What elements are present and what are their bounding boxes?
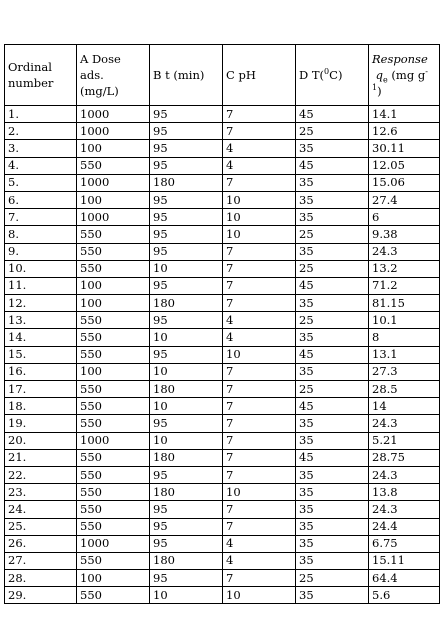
cell-time: 180: [150, 484, 223, 501]
cell-ordinal: 24.: [5, 501, 77, 518]
cell-dose: 100: [77, 191, 150, 208]
cell-time: 10: [150, 587, 223, 604]
cell-dose: 100: [77, 363, 150, 380]
cell-ordinal: 14.: [5, 329, 77, 346]
cell-ph: 7: [223, 466, 296, 483]
cell-time: 95: [150, 312, 223, 329]
cell-time: 95: [150, 106, 223, 123]
header-time: B t (min): [150, 45, 223, 106]
cell-dose: 100: [77, 570, 150, 587]
header-response-q-sub: e: [383, 75, 388, 85]
cell-dose: 550: [77, 226, 150, 243]
table-row: [5, 174, 440, 191]
cell-response: 27.4: [369, 191, 440, 208]
experimental-design-table-container: [4, 44, 439, 604]
cell-response: 13.8: [369, 484, 440, 501]
cell-response: 5.21: [369, 432, 440, 449]
cell-ph: 7: [223, 432, 296, 449]
cell-dose: 550: [77, 449, 150, 466]
cell-time: 95: [150, 466, 223, 483]
cell-ph: 7: [223, 106, 296, 123]
cell-response: 14.1: [369, 106, 440, 123]
cell-temperature: 45: [296, 398, 369, 415]
cell-ph: 7: [223, 174, 296, 191]
cell-ph: 7: [223, 243, 296, 260]
table-row: [5, 501, 440, 518]
cell-dose: 550: [77, 260, 150, 277]
cell-response: 13.1: [369, 346, 440, 363]
table-row: [5, 381, 440, 398]
cell-ph: 10: [223, 484, 296, 501]
table-row: [5, 570, 440, 587]
cell-ph: 7: [223, 518, 296, 535]
cell-temperature: 25: [296, 260, 369, 277]
cell-time: 95: [150, 123, 223, 140]
cell-response: 6.75: [369, 535, 440, 552]
cell-ph: 10: [223, 346, 296, 363]
table-row: [5, 449, 440, 466]
cell-temperature: 25: [296, 123, 369, 140]
table-row: [5, 157, 440, 174]
cell-temperature: 45: [296, 277, 369, 294]
cell-dose: 1000: [77, 432, 150, 449]
cell-ordinal: 15.: [5, 346, 77, 363]
cell-time: 180: [150, 552, 223, 569]
cell-temperature: 25: [296, 226, 369, 243]
table-row: [5, 398, 440, 415]
cell-response: 9.38: [369, 226, 440, 243]
cell-time: 95: [150, 415, 223, 432]
cell-ordinal: 18.: [5, 398, 77, 415]
cell-ph: 7: [223, 501, 296, 518]
table-row: [5, 535, 440, 552]
table-row: [5, 243, 440, 260]
table-row: [5, 415, 440, 432]
cell-temperature: 35: [296, 501, 369, 518]
cell-dose: 550: [77, 329, 150, 346]
header-response: [369, 45, 440, 106]
header-temperature-suffix: C): [329, 68, 343, 82]
cell-response: 27.3: [369, 363, 440, 380]
cell-time: 95: [150, 518, 223, 535]
cell-temperature: 45: [296, 106, 369, 123]
table-row: [5, 329, 440, 346]
cell-ordinal: 7.: [5, 209, 77, 226]
cell-ph: 7: [223, 123, 296, 140]
header-temperature-prefix: D T(: [299, 68, 325, 82]
cell-temperature: 35: [296, 140, 369, 157]
cell-time: 95: [150, 209, 223, 226]
cell-ph: 4: [223, 535, 296, 552]
cell-time: 180: [150, 295, 223, 312]
cell-ordinal: 28.: [5, 570, 77, 587]
cell-ordinal: 2.: [5, 123, 77, 140]
cell-time: 95: [150, 277, 223, 294]
cell-time: 95: [150, 243, 223, 260]
experimental-design-table: [4, 44, 440, 604]
cell-ordinal: 4.: [5, 157, 77, 174]
cell-dose: 1000: [77, 123, 150, 140]
table-row: [5, 363, 440, 380]
cell-time: 10: [150, 260, 223, 277]
cell-ordinal: 13.: [5, 312, 77, 329]
header-response-q: q: [375, 68, 384, 82]
cell-dose: 550: [77, 157, 150, 174]
cell-temperature: 35: [296, 518, 369, 535]
cell-temperature: 35: [296, 191, 369, 208]
cell-response: 15.11: [369, 552, 440, 569]
header-response-label: Response: [372, 52, 428, 66]
cell-ordinal: 22.: [5, 466, 77, 483]
cell-response: 24.3: [369, 501, 440, 518]
cell-dose: 550: [77, 381, 150, 398]
cell-ph: 4: [223, 140, 296, 157]
cell-ph: 4: [223, 157, 296, 174]
table-row: [5, 140, 440, 157]
table-row: [5, 295, 440, 312]
cell-ph: 4: [223, 329, 296, 346]
cell-dose: 100: [77, 295, 150, 312]
cell-time: 95: [150, 140, 223, 157]
cell-ph: 4: [223, 552, 296, 569]
cell-temperature: 35: [296, 329, 369, 346]
header-response-unit-sup: -1: [372, 67, 428, 93]
cell-ordinal: 17.: [5, 381, 77, 398]
header-dose: A Dose ads. (mg/L): [77, 45, 150, 106]
cell-dose: 550: [77, 466, 150, 483]
cell-temperature: 25: [296, 570, 369, 587]
cell-ph: 7: [223, 570, 296, 587]
cell-temperature: 45: [296, 346, 369, 363]
cell-temperature: 25: [296, 381, 369, 398]
cell-ordinal: 6.: [5, 191, 77, 208]
header-row: [5, 45, 440, 106]
cell-response: 24.4: [369, 518, 440, 535]
cell-time: 10: [150, 363, 223, 380]
cell-ph: 7: [223, 277, 296, 294]
cell-ph: 10: [223, 587, 296, 604]
cell-time: 95: [150, 535, 223, 552]
cell-time: 95: [150, 501, 223, 518]
cell-response: 64.4: [369, 570, 440, 587]
table-row: [5, 260, 440, 277]
cell-response: 8: [369, 329, 440, 346]
cell-response: 10.1: [369, 312, 440, 329]
cell-response: 5.6: [369, 587, 440, 604]
cell-temperature: 35: [296, 552, 369, 569]
header-ordinal-number: Ordinal number: [5, 45, 77, 106]
cell-response: 71.2: [369, 277, 440, 294]
table-row: [5, 484, 440, 501]
cell-dose: 1000: [77, 209, 150, 226]
cell-dose: 550: [77, 587, 150, 604]
cell-ordinal: 12.: [5, 295, 77, 312]
cell-time: 10: [150, 398, 223, 415]
cell-ordinal: 16.: [5, 363, 77, 380]
cell-response: 6: [369, 209, 440, 226]
table-row: [5, 191, 440, 208]
cell-dose: 100: [77, 277, 150, 294]
cell-response: 12.05: [369, 157, 440, 174]
cell-ordinal: 20.: [5, 432, 77, 449]
table-row: [5, 346, 440, 363]
cell-ordinal: 1.: [5, 106, 77, 123]
cell-temperature: 45: [296, 157, 369, 174]
cell-ph: 7: [223, 295, 296, 312]
cell-temperature: 35: [296, 484, 369, 501]
cell-ph: 10: [223, 209, 296, 226]
cell-response: 12.6: [369, 123, 440, 140]
cell-ordinal: 10.: [5, 260, 77, 277]
table-row: [5, 552, 440, 569]
cell-dose: 1000: [77, 535, 150, 552]
cell-ordinal: 5.: [5, 174, 77, 191]
cell-temperature: 35: [296, 587, 369, 604]
header-ph: C pH: [223, 45, 296, 106]
cell-response: 30.11: [369, 140, 440, 157]
cell-time: 95: [150, 346, 223, 363]
cell-ordinal: 11.: [5, 277, 77, 294]
table-row: [5, 432, 440, 449]
cell-ordinal: 25.: [5, 518, 77, 535]
cell-dose: 100: [77, 140, 150, 157]
cell-ph: 7: [223, 449, 296, 466]
cell-ph: 7: [223, 398, 296, 415]
cell-response: 28.5: [369, 381, 440, 398]
cell-response: 28.75: [369, 449, 440, 466]
cell-dose: 550: [77, 552, 150, 569]
table-row: [5, 466, 440, 483]
cell-time: 95: [150, 191, 223, 208]
cell-dose: 550: [77, 501, 150, 518]
cell-ordinal: 8.: [5, 226, 77, 243]
table-row: [5, 587, 440, 604]
cell-time: 180: [150, 174, 223, 191]
cell-ordinal: 3.: [5, 140, 77, 157]
cell-ph: 7: [223, 415, 296, 432]
cell-time: 180: [150, 381, 223, 398]
cell-temperature: 35: [296, 209, 369, 226]
cell-dose: 550: [77, 398, 150, 415]
cell-ordinal: 26.: [5, 535, 77, 552]
cell-temperature: 25: [296, 312, 369, 329]
cell-time: 10: [150, 329, 223, 346]
cell-temperature: 35: [296, 466, 369, 483]
cell-ph: 7: [223, 381, 296, 398]
cell-response: 24.3: [369, 415, 440, 432]
cell-dose: 550: [77, 346, 150, 363]
cell-ordinal: 21.: [5, 449, 77, 466]
cell-ph: 7: [223, 363, 296, 380]
cell-time: 10: [150, 432, 223, 449]
cell-response: 24.3: [369, 466, 440, 483]
cell-temperature: 35: [296, 432, 369, 449]
cell-temperature: 35: [296, 243, 369, 260]
cell-ordinal: 19.: [5, 415, 77, 432]
header-temperature: [296, 45, 369, 106]
cell-ordinal: 9.: [5, 243, 77, 260]
cell-response: 15.06: [369, 174, 440, 191]
cell-time: 180: [150, 449, 223, 466]
table-row: [5, 518, 440, 535]
cell-ordinal: 23.: [5, 484, 77, 501]
cell-time: 95: [150, 570, 223, 587]
cell-ph: 7: [223, 260, 296, 277]
cell-dose: 550: [77, 312, 150, 329]
table-row: [5, 209, 440, 226]
cell-temperature: 35: [296, 535, 369, 552]
table-row: [5, 106, 440, 123]
cell-time: 95: [150, 157, 223, 174]
cell-dose: 550: [77, 518, 150, 535]
table-row: [5, 123, 440, 140]
table-row: [5, 277, 440, 294]
table-body: [5, 106, 440, 604]
cell-temperature: 35: [296, 363, 369, 380]
header-temperature-degree: 0: [324, 67, 330, 77]
cell-temperature: 35: [296, 415, 369, 432]
cell-dose: 550: [77, 484, 150, 501]
cell-ph: 10: [223, 226, 296, 243]
cell-ordinal: 29.: [5, 587, 77, 604]
table-row: [5, 226, 440, 243]
cell-dose: 550: [77, 415, 150, 432]
cell-response: 81.15: [369, 295, 440, 312]
cell-ph: 4: [223, 312, 296, 329]
cell-temperature: 45: [296, 449, 369, 466]
cell-ph: 10: [223, 191, 296, 208]
table-row: [5, 312, 440, 329]
cell-response: 14: [369, 398, 440, 415]
cell-dose: 1000: [77, 174, 150, 191]
cell-dose: 550: [77, 243, 150, 260]
header-response-unit: (mg g: [391, 68, 426, 82]
cell-time: 95: [150, 226, 223, 243]
cell-temperature: 35: [296, 174, 369, 191]
header-response-close: ): [377, 84, 382, 98]
cell-ordinal: 27.: [5, 552, 77, 569]
cell-response: 13.2: [369, 260, 440, 277]
cell-response: 24.3: [369, 243, 440, 260]
cell-temperature: 35: [296, 295, 369, 312]
cell-dose: 1000: [77, 106, 150, 123]
